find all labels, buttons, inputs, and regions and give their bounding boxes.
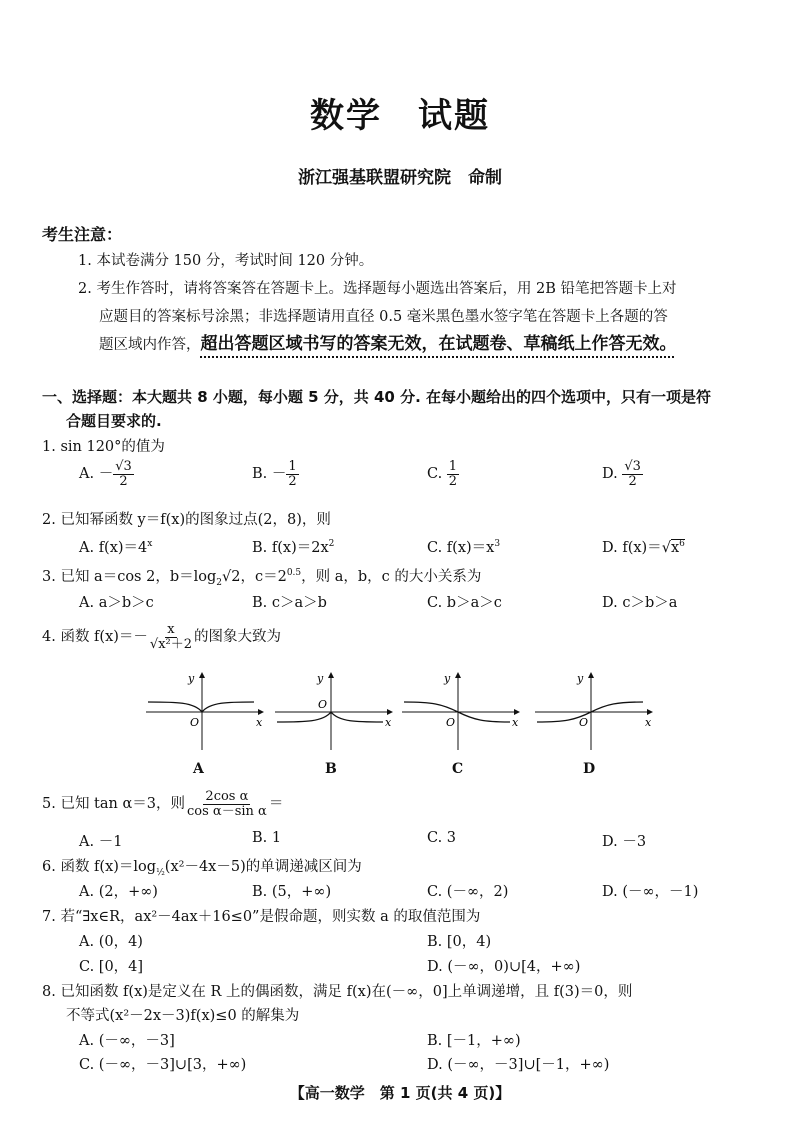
q2-d-sup: 6 <box>679 539 685 550</box>
q7-option-b: B. [0，4) <box>427 934 492 950</box>
q3-option-a: A. a＞b＞c <box>79 595 154 611</box>
q4-frac-den: √x²＋2 <box>149 636 193 652</box>
q1-b-num: 1 <box>288 459 297 474</box>
q2-option-a <box>79 536 152 557</box>
q1-option-b <box>252 460 299 488</box>
graph-c <box>402 672 522 750</box>
q3-option-d: D. c＞b＞a <box>602 595 678 611</box>
graph-a-y-label: y <box>188 672 195 685</box>
graph-a-curve <box>148 702 254 712</box>
q4-frac-num: x <box>167 622 175 637</box>
graph-b-y-arrow <box>328 672 334 678</box>
graph-d-y-arrow <box>588 672 594 678</box>
graph-d <box>535 672 655 750</box>
q5-option-a: A. －1 <box>79 834 123 850</box>
q2-option-c <box>427 536 500 557</box>
graph-c-label: C <box>452 761 464 777</box>
q2-b-text: B. f(x)＝2x <box>252 540 329 556</box>
graph-a-label: A <box>193 761 204 777</box>
question-3-stem <box>42 565 481 588</box>
question-8-stem-line-1: 8. 已知函数 f(x)是定义在 R 上的偶函数，满足 f(x)在(－∞，0]上单调递增，且 f(3)＝0，则 <box>42 984 633 1000</box>
graph-a-x-arrow <box>258 709 264 715</box>
q8-option-d: D. (－∞，－3]∪[－1，+∞) <box>427 1057 610 1073</box>
graph-d-y-label: y <box>577 672 584 685</box>
q1-option-a <box>79 460 134 488</box>
q7-option-a: A. (0，4) <box>79 934 143 950</box>
graph-c-x-arrow <box>514 709 520 715</box>
q1-c-den: 2 <box>448 473 458 489</box>
q3-option-c: C. b＞a＞c <box>427 595 502 611</box>
q1-option-d <box>602 460 643 488</box>
q8-option-a: A. (－∞，－3] <box>79 1033 175 1049</box>
q2-option-d: D. $f(x)=√x^6$ <box>602 539 685 556</box>
q2-c-sup: 3 <box>494 539 501 550</box>
graph-b-x-arrow <box>387 709 393 715</box>
q1-b-den: 2 <box>288 473 297 489</box>
q5-stem-pre: 5. 已知 tan α＝3，则 <box>42 796 185 813</box>
q1-d-num: √3 <box>624 459 641 474</box>
q1-c-label: C. <box>427 466 447 483</box>
question-5-stem <box>42 790 283 818</box>
q5-option-d: D. －3 <box>602 834 647 850</box>
page-footer: 【高一数学 第 1 页(共 4 页)】 <box>289 1084 511 1102</box>
graph-b-origin: O <box>318 698 328 711</box>
q2-option-b <box>252 536 334 557</box>
page-title: 数学 试题 <box>310 96 490 136</box>
q1-a-label: A. － <box>79 466 114 483</box>
q6-option-d: D. (－∞，－1) <box>602 884 699 900</box>
q6-stem-post: (x²－4x－5)的单调递减区间为 <box>164 859 362 875</box>
graph-b-x-label: x <box>385 716 392 729</box>
q4-stem-pre: 4. 函数 f(x)＝－ <box>42 629 148 646</box>
q2-b-sup: 2 <box>328 539 335 550</box>
notice-item-2-line-3 <box>99 329 677 354</box>
q4-stem-post: 的图象大致为 <box>194 629 282 646</box>
q6-option-c: C. (－∞，2) <box>427 884 509 900</box>
q1-a-num: √3 <box>115 459 132 474</box>
section-heading-line-2: 合题目要求的. <box>66 412 162 430</box>
q5-frac-num: 2cos α <box>205 789 249 804</box>
q3-stem-sub: 2 <box>216 577 222 588</box>
graph-a-y-arrow <box>199 672 205 678</box>
graph-c-y-label: y <box>444 672 451 685</box>
q1-c-num: 1 <box>448 459 458 474</box>
q2-d-text: D. f(x)＝ <box>602 540 662 556</box>
graph-c-y-arrow <box>455 672 461 678</box>
question-6-stem <box>42 855 362 878</box>
q7-option-c: C. [0，4] <box>79 959 144 975</box>
q5-stem-post: ＝ <box>268 796 284 813</box>
section-heading-line-1: 一、选择题：本大题共 8 小题，每小题 5 分，共 40 分. 在每小题给出的四个选项中，只有一项是符 <box>42 388 712 406</box>
graph-d-x-label: x <box>645 716 652 729</box>
q6-stem-sub: ½ <box>156 867 165 878</box>
q1-d-den: 2 <box>628 473 637 489</box>
graph-d-x-arrow <box>647 709 653 715</box>
question-2-stem: 2. 已知幂函数 y＝f(x)的图象过点(2，8)，则 <box>42 512 331 528</box>
question-4-stem <box>42 623 281 651</box>
q3-option-b: B. c＞a＞b <box>252 595 327 611</box>
q1-b-label: B. － <box>252 466 287 483</box>
question-1-stem: 1. sin 120°的值为 <box>42 439 165 455</box>
q7-option-d: D. (－∞，0)∪[4，+∞) <box>427 959 581 975</box>
q8-option-c: C. (－∞，－3]∪[3，+∞) <box>79 1057 247 1073</box>
graph-c-x-label: x <box>512 716 519 729</box>
graph-a-x-label: x <box>256 716 263 729</box>
graph-b-curve <box>277 712 383 722</box>
q1-d-label: D. <box>602 466 623 483</box>
q5-option-c: C. 3 <box>427 830 457 846</box>
graph-b-y-label: y <box>317 672 324 685</box>
q3-stem-sup: 0.5 <box>286 568 302 579</box>
graph-d-label: D <box>583 761 596 777</box>
q3-stem-mid: √2，c＝2 <box>222 569 287 585</box>
notice-item-2-line-1: 2. 考生作答时，请将答案答在答题卡上。选择题每小题选出答案后，用 2B 铅笔把答题卡上对 <box>78 281 677 297</box>
q2-d-rad: x <box>670 540 680 556</box>
q8-option-b: B. [－1，+∞) <box>427 1033 521 1049</box>
notice-heading: 考生注意： <box>42 225 123 244</box>
graph-d-origin: O <box>579 716 589 729</box>
question-8-stem-line-2: 不等式(x²－2x－3)f(x)≤0 的解集为 <box>66 1008 300 1024</box>
q5-frac-den: cos α－sin α <box>187 803 267 819</box>
graph-a <box>146 672 266 750</box>
question-7-stem: 7. 若“∃x∈R，ax²－4ax＋16≤0”是假命题，则实数 a 的取值范围为 <box>42 909 481 925</box>
page-subtitle: 浙江强基联盟研究院 命制 <box>298 168 502 188</box>
q6-stem-pre: 6. 函数 f(x)＝log <box>42 859 157 875</box>
q2-c-text: C. f(x)＝x <box>427 540 495 556</box>
graph-c-origin: O <box>446 716 456 729</box>
q3-stem-post: ，则 a，b，c 的大小关系为 <box>301 569 482 585</box>
notice-plain-text: 题区域内作答， <box>99 337 201 353</box>
graph-b <box>275 672 395 750</box>
q1-a-den: 2 <box>119 473 128 489</box>
q1-option-c <box>427 460 459 488</box>
graph-a-origin: O <box>190 716 200 729</box>
notice-item-1: 1. 本试卷满分 150 分，考试时间 120 分钟。 <box>78 253 374 269</box>
notice-item-2-line-2: 应题目的答案标号涂黑；非选择题请用直径 0.5 毫米黑色墨水签字笔在答题卡上各题的答 <box>99 309 668 325</box>
q2-a-text: A. f(x)＝4 <box>79 540 148 556</box>
q3-stem-pre: 3. 已知 a＝cos 2，b＝log <box>42 569 217 585</box>
q2-a-sup: x <box>147 539 153 550</box>
notice-emphasis-text: 超出答题区域书写的答案无效，在试题卷、草稿纸上作答无效。 <box>200 334 677 354</box>
q6-option-a: A. (2，+∞) <box>79 884 158 900</box>
graph-b-label: B <box>325 761 337 777</box>
q6-option-b: B. (5，+∞) <box>252 884 332 900</box>
q5-option-b: B. 1 <box>252 830 282 846</box>
